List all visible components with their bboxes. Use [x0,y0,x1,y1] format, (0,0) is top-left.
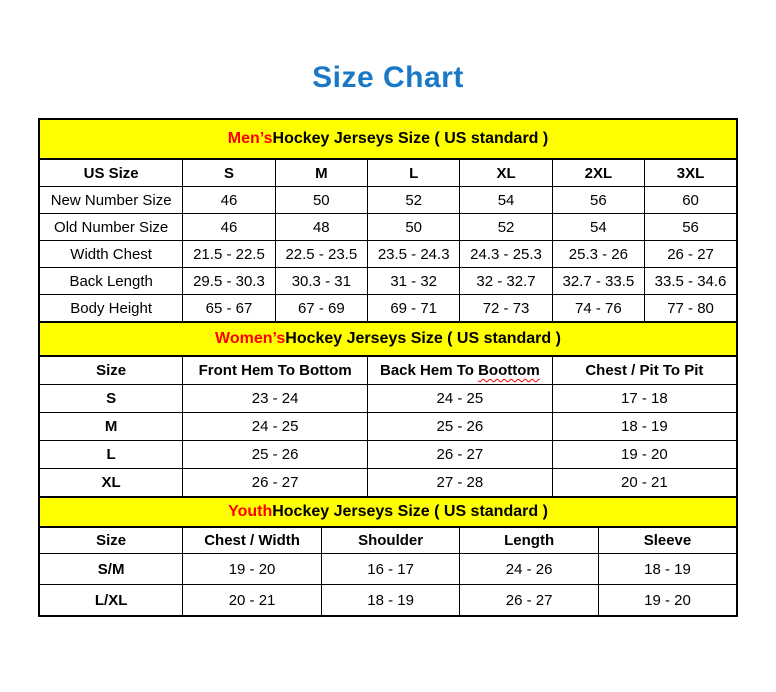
size-value-cell: 52 [368,187,460,214]
row-label: New Number Size [39,187,183,214]
size-value-cell: 52 [460,214,552,241]
size-value-cell: 32 - 32.7 [460,268,552,295]
row-label: S [39,385,183,413]
mens-highlight-word: Men’s [227,130,273,147]
column-header: 2XL [552,159,644,187]
column-header: Chest / Width [183,527,322,554]
size-value-cell: 69 - 71 [368,295,460,323]
table-row [39,214,737,241]
size-value-cell: 17 - 18 [552,385,737,413]
row-label: Width Chest [39,241,183,268]
column-header: XL [460,159,552,187]
column-header: 3XL [645,159,737,187]
size-value-cell: 24 - 25 [183,413,368,441]
row-label: XL [39,469,183,498]
size-value-cell: 19 - 20 [183,554,322,585]
size-value-cell: 25 - 26 [368,413,553,441]
table-row [39,469,737,498]
row-label: S/M [39,554,183,585]
table-row [39,385,737,413]
size-value-cell: 16 - 17 [321,554,460,585]
size-value-cell: 65 - 67 [183,295,275,323]
size-value-cell: 27 - 28 [368,469,553,498]
size-value-cell: 24.3 - 25.3 [460,241,552,268]
row-label: Body Height [39,295,183,323]
size-value-cell: 19 - 20 [598,585,737,617]
mens-section-header [38,118,738,160]
womens-highlight-word: Women’s [215,330,286,347]
header-row [39,356,737,385]
size-value-cell: 32.7 - 33.5 [552,268,644,295]
youth-section [38,496,738,617]
size-value-cell: 67 - 69 [275,295,367,323]
size-value-cell: 20 - 21 [552,469,737,498]
row-label: L/XL [39,585,183,617]
column-header: Size [39,527,183,554]
column-header: Shoulder [321,527,460,554]
column-header: Back Hem To Boottom [368,356,553,385]
womens-section [38,321,738,498]
table-row [39,413,737,441]
size-value-cell: 74 - 76 [552,295,644,323]
size-value-cell: 18 - 19 [321,585,460,617]
size-value-cell: 72 - 73 [460,295,552,323]
size-value-cell: 18 - 19 [598,554,737,585]
page-title: Size Chart [312,61,464,94]
size-value-cell: 46 [183,187,275,214]
size-value-cell: 29.5 - 30.3 [183,268,275,295]
column-header: Length [460,527,599,554]
size-value-cell: 56 [645,214,737,241]
size-value-cell: 20 - 21 [183,585,322,617]
column-header: Front Hem To Bottom [183,356,368,385]
size-chart [38,118,738,617]
table-row [39,295,737,323]
row-label: Old Number Size [39,214,183,241]
size-value-cell: 22.5 - 23.5 [275,241,367,268]
column-header: Chest / Pit To Pit [552,356,737,385]
mens-section [38,118,738,323]
size-value-cell: 31 - 32 [368,268,460,295]
row-label: Back Length [39,268,183,295]
table-row [39,187,737,214]
header-row [39,159,737,187]
size-value-cell: 18 - 19 [552,413,737,441]
womens-section-header [38,321,738,357]
size-value-cell: 50 [368,214,460,241]
column-header: Sleeve [598,527,737,554]
size-value-cell: 50 [275,187,367,214]
youth-size-table [38,526,738,617]
size-value-cell: 46 [183,214,275,241]
youth-highlight-word: Youth [228,503,273,520]
size-value-cell: 30.3 - 31 [275,268,367,295]
womens-header-rest: Hockey Jerseys Size ( US standard ) [285,330,561,347]
youth-section-header [38,496,738,528]
size-value-cell: 56 [552,187,644,214]
column-header: Size [39,356,183,385]
size-value-cell: 26 - 27 [183,469,368,498]
column-header: US Size [39,159,183,187]
table-row [39,441,737,469]
size-value-cell: 60 [645,187,737,214]
table-row [39,268,737,295]
size-value-cell: 19 - 20 [552,441,737,469]
row-label: L [39,441,183,469]
size-value-cell: 25.3 - 26 [552,241,644,268]
youth-header-rest: Hockey Jerseys Size ( US standard ) [272,503,548,520]
size-value-cell: 21.5 - 22.5 [183,241,275,268]
header-row [39,527,737,554]
size-value-cell: 25 - 26 [183,441,368,469]
column-header: S [183,159,275,187]
table-row [39,241,737,268]
size-value-cell: 26 - 27 [368,441,553,469]
column-header: L [368,159,460,187]
womens-size-table [38,355,738,498]
table-row [39,585,737,617]
size-value-cell: 24 - 25 [368,385,553,413]
size-value-cell: 33.5 - 34.6 [645,268,737,295]
size-value-cell: 26 - 27 [460,585,599,617]
row-label: M [39,413,183,441]
size-value-cell: 48 [275,214,367,241]
size-value-cell: 24 - 26 [460,554,599,585]
mens-size-table [38,158,738,323]
size-value-cell: 23 - 24 [183,385,368,413]
table-row [39,554,737,585]
mens-header-rest: Hockey Jerseys Size ( US standard ) [272,130,549,147]
size-value-cell: 26 - 27 [645,241,737,268]
column-header: M [275,159,367,187]
misspelled-word: Boottom [478,362,540,379]
size-value-cell: 77 - 80 [645,295,737,323]
size-value-cell: 23.5 - 24.3 [368,241,460,268]
size-value-cell: 54 [552,214,644,241]
size-value-cell: 54 [460,187,552,214]
